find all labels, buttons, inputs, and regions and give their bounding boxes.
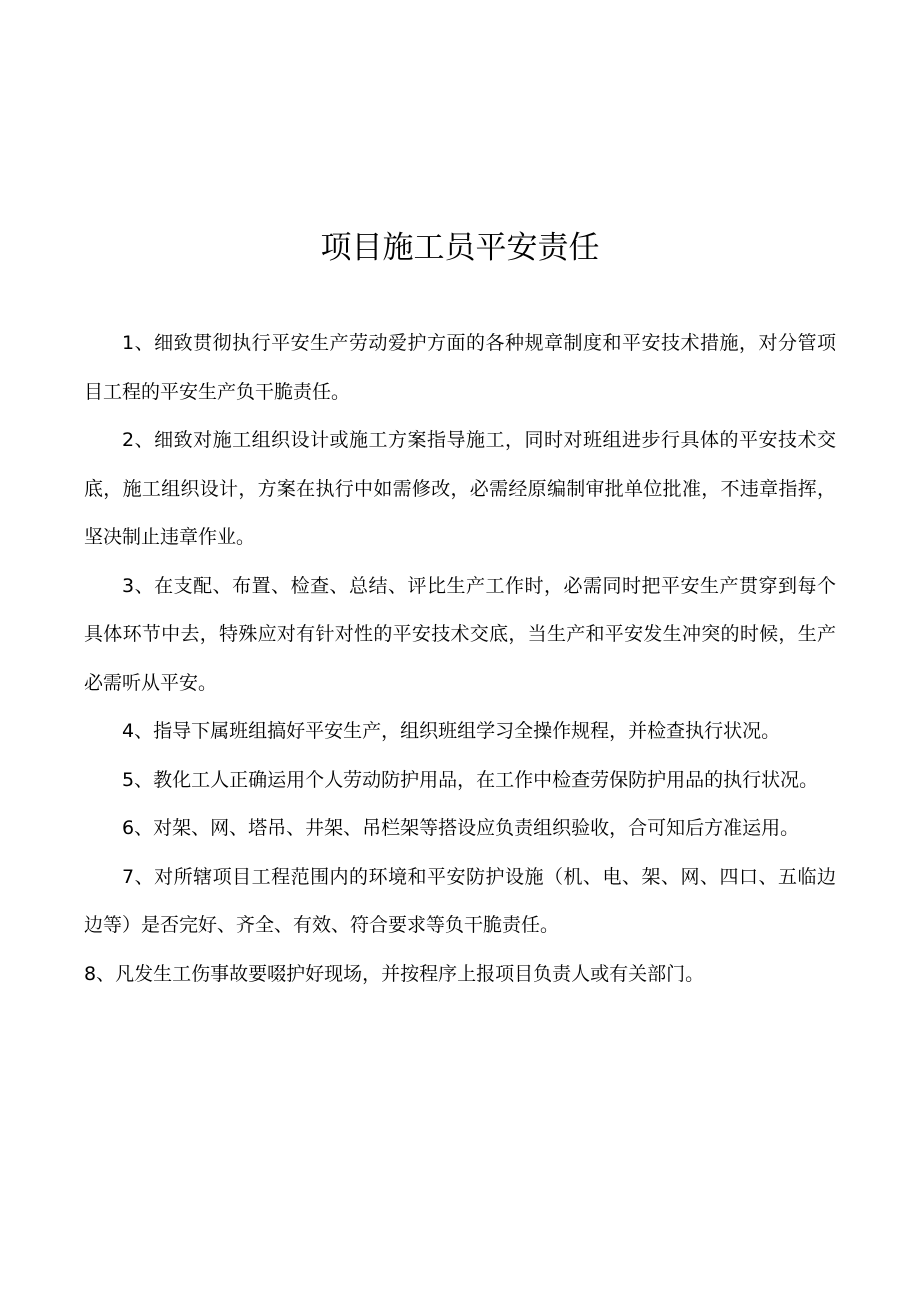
paragraph-1: 1、细致贯彻执行平安生产劳动爱护方面的各种规章制度和平安技术措施，对分管项目工程的平安生产负干脆责任。 [84, 332, 836, 403]
paragraph-6: 6、对架、网、塔吊、井架、吊栏架等搭设应负责组织验收，合可知后方准运用。 [122, 817, 800, 839]
paragraph-5: 5、教化工人正确运用个人劳动防护用品，在工作中检查劳保防护用品的执行状况。 [122, 768, 819, 791]
paragraph-4: 4、指导下属班组搞好平安生产，组织班组学习全操作规程，并检查执行状况。 [122, 720, 781, 742]
paragraph-7: 7、对所辖项目工程范围内的环境和平安防护设施（机、电、架、网、四口、五临边边等）是否完好、齐全、有效、符合要求等负干脆责任。 [84, 865, 836, 936]
paragraph-3: 3、在支配、布置、检查、总结、评比生产工作时，必需同时把平安生产贯穿到每个具体环节中去，特殊应对有针对性的平安技术交底，当生产和平安发生冲突的时候，生产必需听从平安。 [84, 574, 836, 694]
document-title: 项目施工员平安责任 [320, 230, 600, 266]
paragraph-2: 2、细致对施工组织设计或施工方案指导施工，同时对班组进步行具体的平安技术交底，施工组织设计，方案在执行中如需修改，必需经原编制审批单位批准，不违章指挥，坚决制止违章作业。 [84, 429, 836, 548]
document-body [84, 319, 836, 998]
paragraph-8: 8、凡发生工伤事故要啜护好现场，并按程序上报项目负责人或有关部门。 [84, 962, 705, 985]
